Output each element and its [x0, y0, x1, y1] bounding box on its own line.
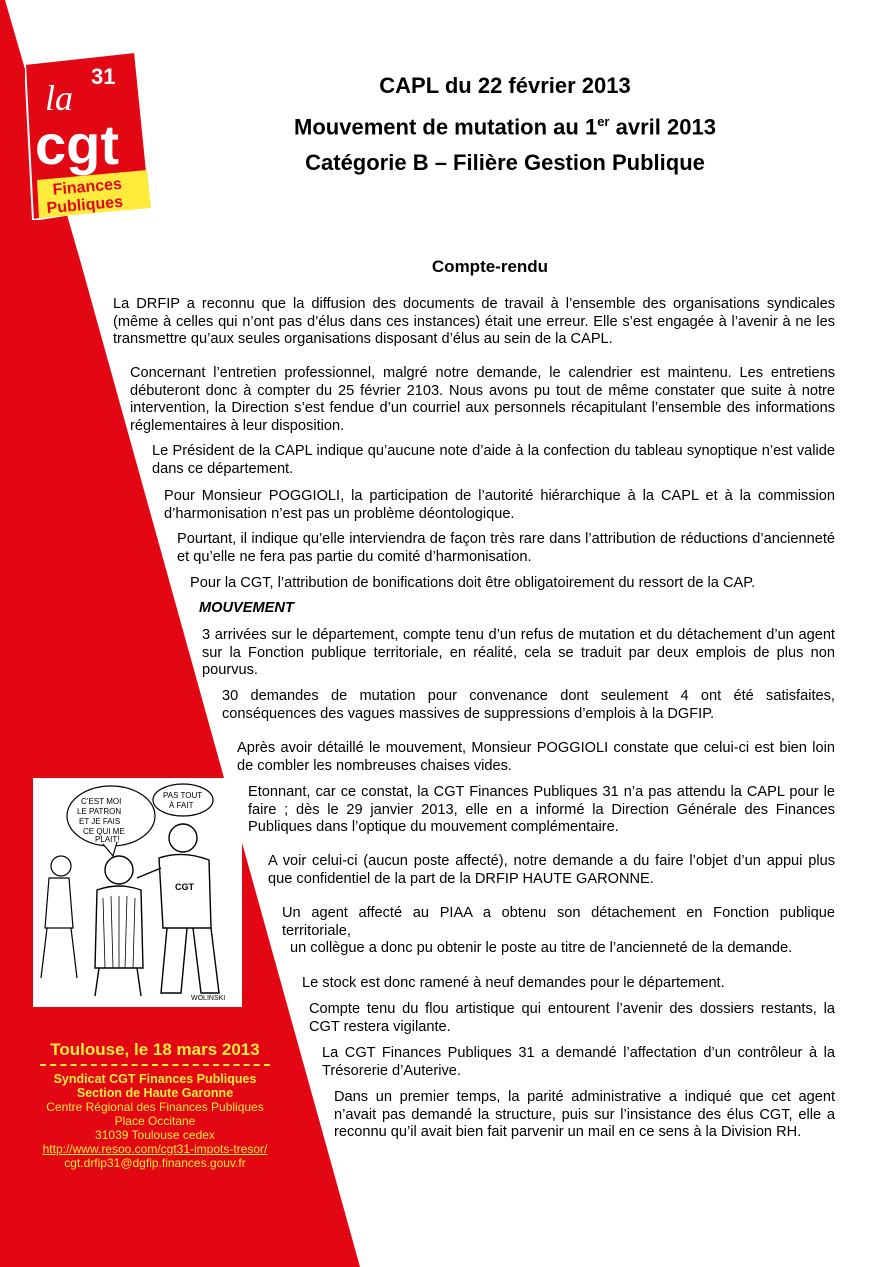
paragraph: Pour la CGT, l’attribution de bonifications doit être obligatoirement du ressort de la CAP.: [190, 575, 756, 591]
footer-address-line: Centre Régional des Finances Publiques: [46, 1100, 264, 1114]
svg-text:À FAIT: À FAIT: [169, 801, 194, 810]
svg-text:C’EST MOI: C’EST MOI: [81, 797, 122, 806]
svg-text:ET JE FAIS: ET JE FAIS: [79, 817, 121, 826]
footer-website-link[interactable]: http://www.resoo.com/cgt31-impots-tresor/: [42, 1142, 268, 1156]
paragraph: Un agent affecté au PIAA a obtenu son détachement en Fonction publique territoriale,: [282, 905, 835, 939]
svg-text:31: 31: [91, 64, 116, 89]
svg-text:LE PATRON: LE PATRON: [77, 807, 122, 816]
subtitle: Compte-rendu: [431, 257, 549, 276]
cgt-logo: [25, 52, 155, 220]
header-line-3: Catégorie B – Filière Gestion Publique: [305, 150, 705, 176]
footer-org-line: Section de Haute Garonne: [76, 1086, 234, 1100]
paragraph: Pour Monsieur POGGIOLI, la participation de l’autorité hiérarchique à la CAPL et à la commission d’harmonisation n’est pas un problème déontologique.: [164, 488, 835, 522]
paragraph: La CGT Finances Publiques 31 a demandé l’affectation d’un contrôleur à la Trésorerie d’Auterive.: [322, 1045, 835, 1079]
wolinski-cartoon: [33, 778, 242, 1007]
paragraph: Etonnant, car ce constat, la CGT Finances Publiques 31 n’a pas attendu la CAPL pour le faire ; dès le 29 janvier 2013, elle en a informé la Direction Générale des Finances Publiques dans l’optique du mouvement complémentaire.: [248, 784, 835, 835]
section-title: MOUVEMENT: [199, 600, 294, 616]
paragraph: Après avoir détaillé le mouvement, Monsieur POGGIOLI constate que celui-ci est bien loin de combler les nombreuses chaises vides.: [237, 740, 835, 774]
svg-text:cgt: cgt: [35, 113, 119, 176]
footer-address-line: Place Occitane: [114, 1114, 196, 1128]
paragraph: A voir celui-ci (aucun poste affecté), notre demande a du faire l’objet d’un appui plus que confidentiel de la part de la DRFIP HAUTE GARONNE.: [268, 853, 835, 887]
paragraph: 30 demandes de mutation pour convenance dont seulement 4 ont été satisfaites, conséquences des vagues massives de suppressions d’emplois à la DGFIP.: [222, 688, 835, 722]
paragraph: 3 arrivées sur le département, compte tenu d’un refus de mutation et du détachement d’un agent sur la Fonction publique territoriale, en réalité, cela se traduit par deux emplois de plus non pourvus.: [202, 627, 835, 678]
svg-text:PLAIT!: PLAIT!: [95, 835, 120, 844]
paragraph: un collègue a donc pu obtenir le poste au titre de l’ancienneté de la demande.: [290, 940, 793, 956]
svg-text:WOLINSKI: WOLINSKI: [191, 995, 226, 1002]
svg-text:CE QUI ME: CE QUI ME: [83, 827, 125, 836]
header-line-1: CAPL du 22 février 2013: [379, 73, 631, 98]
paragraph: Le Président de la CAPL indique qu’aucune note d’aide à la confection du tableau synoptique n’est valide dans ce département.: [152, 443, 835, 477]
svg-text:PAS TOUT: PAS TOUT: [163, 791, 203, 800]
header-line-2: Mouvement de mutation au 1er avril 2013: [294, 114, 716, 140]
document-header: [200, 68, 810, 181]
svg-text:CGT: CGT: [175, 882, 194, 892]
footer-email[interactable]: cgt.drfip31@dgfip.finances.gouv.fr: [64, 1156, 246, 1170]
paragraph: Dans un premier temps, la parité administrative a indiqué que cet agent n’avait pas demandé la structure, puis sur l’insistance des élus CGT, elle a reconnu qu’il avait bien fait parvenir un mail en ce sens à la Division RH.: [334, 1089, 835, 1140]
footer-address-line: 31039 Toulouse cedex: [95, 1128, 215, 1142]
footer-date: Toulouse, le 18 mars 2013: [50, 1040, 260, 1059]
paragraph: Le stock est donc ramené à neuf demandes pour le département.: [302, 975, 725, 991]
paragraph: La DRFIP a reconnu que la diffusion des documents de travail à l’ensemble des organisations syndicales (même à celles qui n’ont pas d’élus dans ces instances) était une erreur. Elle s’est engagée à l’avenir à ne les transmettre qu’aux seules organisations disposant d’élus au sein de la CAPL.: [113, 296, 835, 347]
svg-text:la: la: [45, 78, 74, 118]
footer-contact: [20, 1040, 290, 1170]
svg-text:Publiques: Publiques: [46, 193, 124, 218]
paragraph: Concernant l’entretien professionnel, malgré notre demande, le calendrier est maintenu. Les entretiens débuteront donc à compter du 25 février 2103. Nous avons pu tout de même constater que suite à notre intervention, la Direction s’est fendue d’un courriel aux personnels récapitulant l’ensemble des informations réglementaires à leur disposition.: [130, 365, 835, 434]
paragraph: Compte tenu du flou artistique qui entourent l’avenir des dossiers restants, la CGT restera vigilante.: [309, 1001, 835, 1035]
footer-divider: [40, 1064, 270, 1066]
footer-org-line: Syndicat CGT Finances Publiques: [53, 1072, 257, 1086]
paragraph: Pourtant, il indique qu’elle interviendra de façon très rare dans l’attribution de réductions d’ancienneté et qu’elle ne fera pas partie du comité d’harmonisation.: [177, 531, 835, 565]
svg-text:Finances: Finances: [51, 175, 123, 199]
